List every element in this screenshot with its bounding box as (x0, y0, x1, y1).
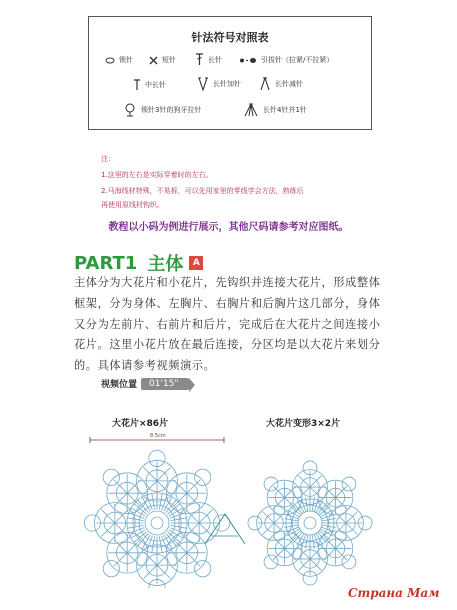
motif-stroke (186, 523, 199, 536)
stitch-legend-box (88, 16, 372, 130)
picot-icon (123, 103, 137, 117)
slip-stitch-icon (239, 57, 257, 64)
motif-stroke (346, 512, 357, 523)
legend-label: 长针4针并1针 (263, 106, 307, 114)
motif-stroke (335, 486, 346, 497)
motif-stroke (274, 512, 285, 523)
legend-item-picot (123, 103, 201, 117)
motif-stroke (195, 561, 211, 577)
body-paragraph: 主体分为大花片和小花片，先钩织并连接大花片，形成整体框架，分为身体、左胸片、右胸片和后胸片这几部分，身体又分为左前片、右前片和后片，完成后在大花片之间连接小花片。这里小花片放在最后连接，分区均是以大花片来划分的。具体请参考视频演示。 (74, 276, 381, 373)
motif-stroke (173, 493, 186, 506)
legend-item-dc-dec (259, 77, 303, 91)
motif-stroke (264, 555, 278, 569)
motif-stroke (342, 477, 356, 491)
motif-stroke (144, 552, 157, 565)
single-crochet-icon (149, 56, 158, 65)
motif-stroke (187, 553, 200, 566)
motif-stroke (335, 498, 346, 509)
motif-stroke (127, 539, 140, 552)
double-crochet-icon (195, 53, 204, 66)
motif-stroke (310, 559, 321, 570)
diagram-caption-large-motif: 大花片×86片 (112, 419, 169, 429)
motif-stroke (299, 547, 310, 558)
legend-item-chain (105, 55, 133, 65)
motif-stroke (299, 559, 310, 570)
motif-stroke (274, 523, 285, 534)
motif-stroke (144, 481, 157, 494)
motif-stroke (187, 480, 200, 493)
motif-stroke (310, 476, 321, 487)
motif-stroke (127, 553, 140, 566)
legend-label: 锁针 (119, 56, 133, 64)
motif-stroke (127, 493, 140, 506)
motif-stroke (334, 512, 345, 523)
motif-stroke (114, 539, 127, 552)
notes-line: 再使用原线材钩织。 (101, 201, 164, 209)
legend-label: 引拔针（拉紧/不拉紧） (261, 56, 334, 64)
legend-label: 长针加针 (213, 80, 241, 88)
legend-item-hdc (133, 79, 166, 91)
motif-stroke (342, 555, 356, 569)
motif-stroke (101, 523, 114, 536)
legend-label: 锁针3针的狗牙拉针 (141, 106, 202, 114)
motif-stroke (157, 552, 170, 565)
motif-stroke (173, 539, 186, 552)
dc-increase-icon (197, 77, 209, 91)
diagram-caption-variant-motif: 大花片变形3×2片 (266, 419, 341, 429)
motif-stroke (195, 469, 211, 485)
half-double-crochet-icon (133, 79, 141, 91)
motif-stroke (310, 487, 321, 498)
legend-label: 长针减针 (275, 80, 303, 88)
dc4tog-icon (243, 103, 259, 117)
legend-item-dc (195, 53, 222, 66)
motif-stroke (114, 480, 127, 493)
video-label: 视频位置 (101, 380, 138, 390)
video-timestamp[interactable]: 01'15" (141, 378, 189, 390)
motif-stroke (304, 517, 316, 529)
notes-heading: 注： (101, 155, 115, 163)
motif-stroke (157, 481, 170, 494)
motif-stroke (299, 476, 310, 487)
motif-stroke (187, 493, 200, 506)
motif-stroke (285, 537, 296, 548)
motif-stroke (335, 548, 346, 559)
tutorial-note: 教程以小码为例进行展示，其他尺码请参考对应图纸。 (108, 222, 349, 233)
legend-item-dc-inc (197, 77, 241, 91)
legend-label: 长针 (208, 55, 222, 64)
legend-item-sc (149, 55, 176, 65)
motif-stroke (186, 510, 199, 523)
motif-stroke (187, 539, 200, 552)
part-title: PART1 (74, 252, 138, 274)
joining-marker (200, 506, 250, 546)
motif-stroke (335, 537, 346, 548)
motif-stroke (101, 510, 114, 523)
motif-stroke (334, 523, 345, 534)
motif-stroke (139, 505, 175, 541)
motif-stroke (273, 548, 284, 559)
video-position[interactable] (101, 377, 189, 390)
legend-label: 中长针 (145, 81, 166, 89)
notes-line: 2.马海线材特殊，不易拆，可以先用家里的零线学会方法，熟练后 (101, 187, 304, 195)
motif-stroke (310, 547, 321, 558)
motif-stroke (173, 480, 186, 493)
motif-stroke (273, 486, 284, 497)
measure-label: 8.5cm (150, 433, 166, 439)
legend-item-slip (239, 55, 333, 65)
legend-title: 针法符号对照表 (191, 31, 269, 44)
variant-motif-diagram (240, 428, 380, 588)
chain-stitch-icon (105, 57, 115, 64)
notes-block (101, 151, 304, 211)
motif-stroke (144, 467, 157, 480)
motif-stroke (127, 480, 140, 493)
legend-item-dc4tog (243, 103, 307, 117)
motif-stroke (324, 548, 335, 559)
motif-stroke (103, 561, 119, 577)
legend-label: 短针 (162, 56, 176, 64)
motif-stroke (264, 477, 278, 491)
motif-stroke (157, 565, 170, 578)
motif-stroke (145, 511, 169, 535)
motif-stroke (273, 537, 284, 548)
motif-stroke (173, 553, 186, 566)
motif-stroke (263, 523, 274, 534)
motif-stroke (298, 511, 322, 535)
motif-stroke (285, 498, 296, 509)
notes-line: 1.这里的左右是实际穿着时的左右。 (101, 171, 213, 179)
motif-stroke (114, 493, 127, 506)
motif-stroke (273, 498, 284, 509)
dc-decrease-icon (259, 77, 271, 91)
motif-stroke (263, 512, 274, 523)
motif-stroke (285, 486, 296, 497)
motif-stroke (115, 523, 128, 536)
motif-stroke (324, 498, 335, 509)
motif-stroke (103, 469, 119, 485)
motif-stroke (324, 537, 335, 548)
motif-stroke (144, 565, 157, 578)
motif-stroke (114, 553, 127, 566)
part-subtitle: 主体 (147, 254, 184, 275)
part-badge: A (189, 256, 203, 270)
motif-stroke (115, 510, 128, 523)
motif-stroke (157, 467, 170, 480)
motif-stroke (285, 548, 296, 559)
motif-stroke (324, 486, 335, 497)
motif-stroke (151, 517, 163, 529)
watermark-logo: Страна Мам (348, 586, 440, 600)
motif-stroke (346, 523, 357, 534)
motif-stroke (299, 487, 310, 498)
